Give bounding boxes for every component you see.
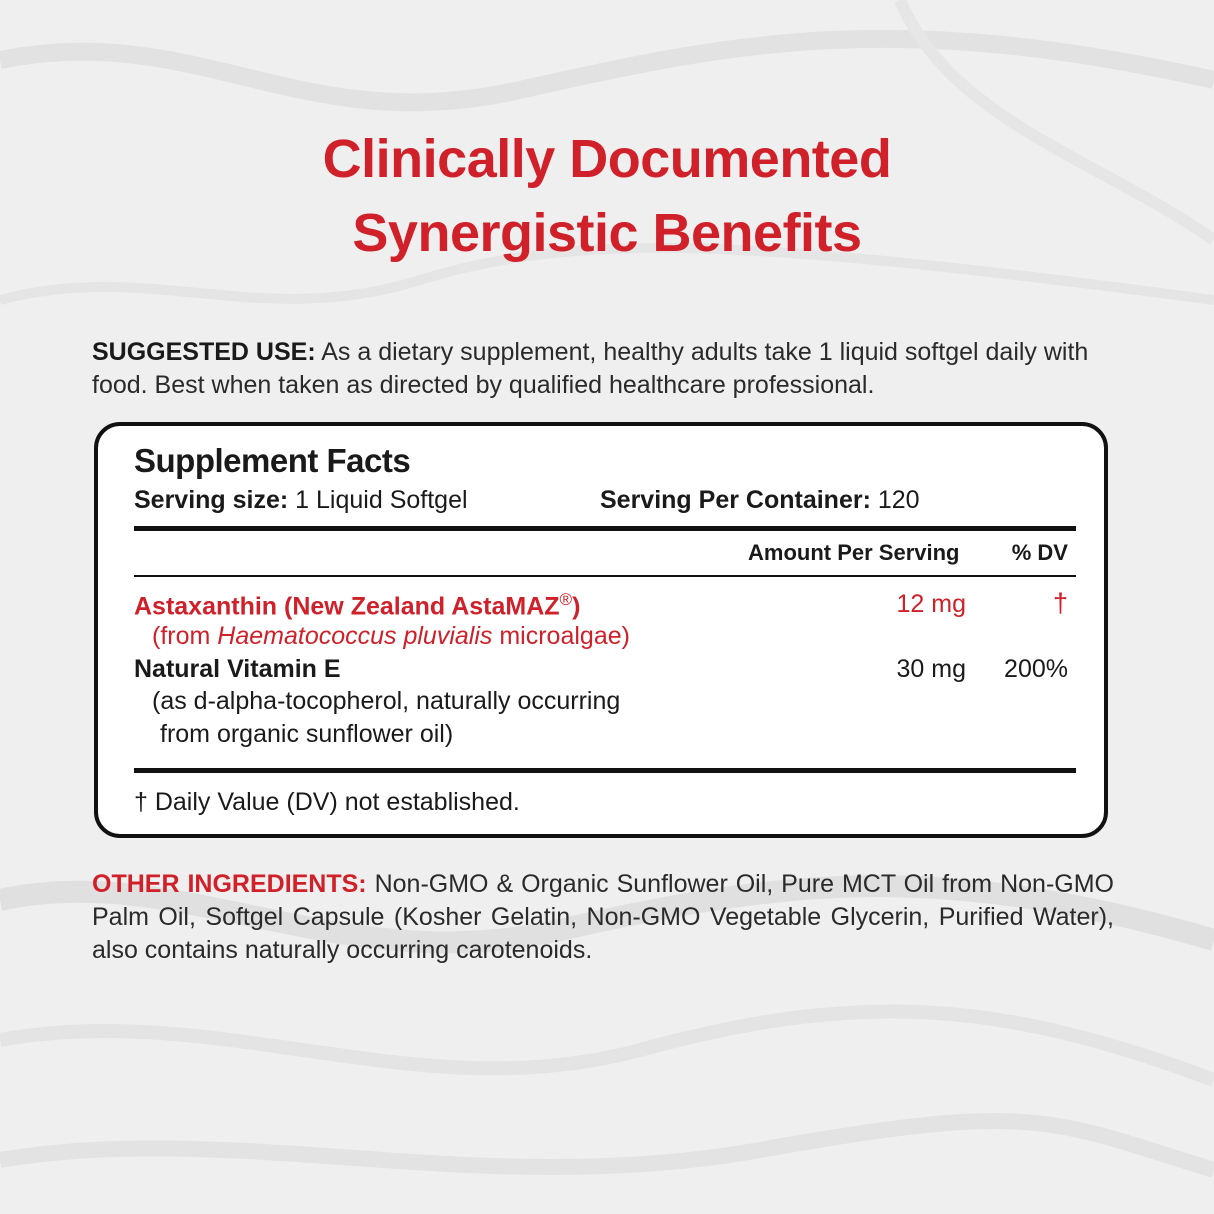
headline-line-1: Clinically Documented xyxy=(322,129,892,189)
suggested-use-text: As a dietary supplement, healthy adults take 1 liquid softgel daily with food. Best when taken as directed by qualified healthcare professional. xyxy=(92,338,1089,399)
divider-thick xyxy=(134,526,1076,531)
ingredient-astaxanthin-name-close: ) xyxy=(572,592,581,621)
column-header-amount: Amount Per Serving xyxy=(748,540,960,565)
ingredient-astaxanthin-name xyxy=(134,590,580,621)
supplement-facts-title: Supplement Facts xyxy=(134,442,411,479)
other-ingredients-text: Non-GMO & Organic Sunflower Oil, Pure MCT Oil from Non-GMO Palm Oil, Softgel Capsule (Kosher Gelatin, Non-GMO Vegetable Glycerin, Purified Water), also contains naturally occurring carotenoids. xyxy=(92,870,1114,964)
ingredient-vitamin-e-note-1: (as d-alpha-tocopherol, naturally occurring xyxy=(152,687,621,715)
divider-thick-bottom xyxy=(134,768,1076,773)
suggested-use-label: SUGGESTED USE: xyxy=(92,338,316,366)
suggested-use xyxy=(92,336,1114,402)
ingredient-astaxanthin-name-text: Astaxanthin (New Zealand AstaMAZ xyxy=(134,592,560,621)
serving-size xyxy=(134,486,468,515)
serving-size-label: Serving size: xyxy=(134,486,289,514)
ingredient-vitamin-e-amount: 30 mg xyxy=(896,655,966,683)
servings-per-container-value: 120 xyxy=(870,486,920,514)
headline-line-2: Synergistic Benefits xyxy=(352,203,862,263)
source-species: Haematococcus pluvialis xyxy=(217,622,493,650)
ingredient-astaxanthin-dv: † xyxy=(1052,588,1068,618)
other-ingredients-label: OTHER INGREDIENTS: xyxy=(92,870,367,898)
dv-footnote: † Daily Value (DV) not established. xyxy=(134,788,520,816)
ingredient-astaxanthin-amount: 12 mg xyxy=(896,590,966,618)
source-suffix: microalgae) xyxy=(492,622,630,650)
source-prefix: (from xyxy=(152,622,218,650)
registered-mark: ® xyxy=(559,590,573,609)
divider-thin xyxy=(134,575,1076,577)
serving-size-value: 1 Liquid Softgel xyxy=(288,486,468,514)
ingredient-vitamin-e-note-2: from organic sunflower oil) xyxy=(160,720,454,748)
supplement-facts-panel xyxy=(94,422,1108,838)
ingredient-astaxanthin-source xyxy=(152,622,630,651)
other-ingredients xyxy=(92,868,1114,967)
ingredient-vitamin-e-name: Natural Vitamin E xyxy=(134,655,341,683)
ingredient-vitamin-e-dv: 200% xyxy=(1004,655,1068,683)
servings-per-container-label: Serving Per Container: xyxy=(600,486,871,514)
column-header-dv: % DV xyxy=(1011,540,1068,565)
servings-per-container xyxy=(600,486,920,515)
